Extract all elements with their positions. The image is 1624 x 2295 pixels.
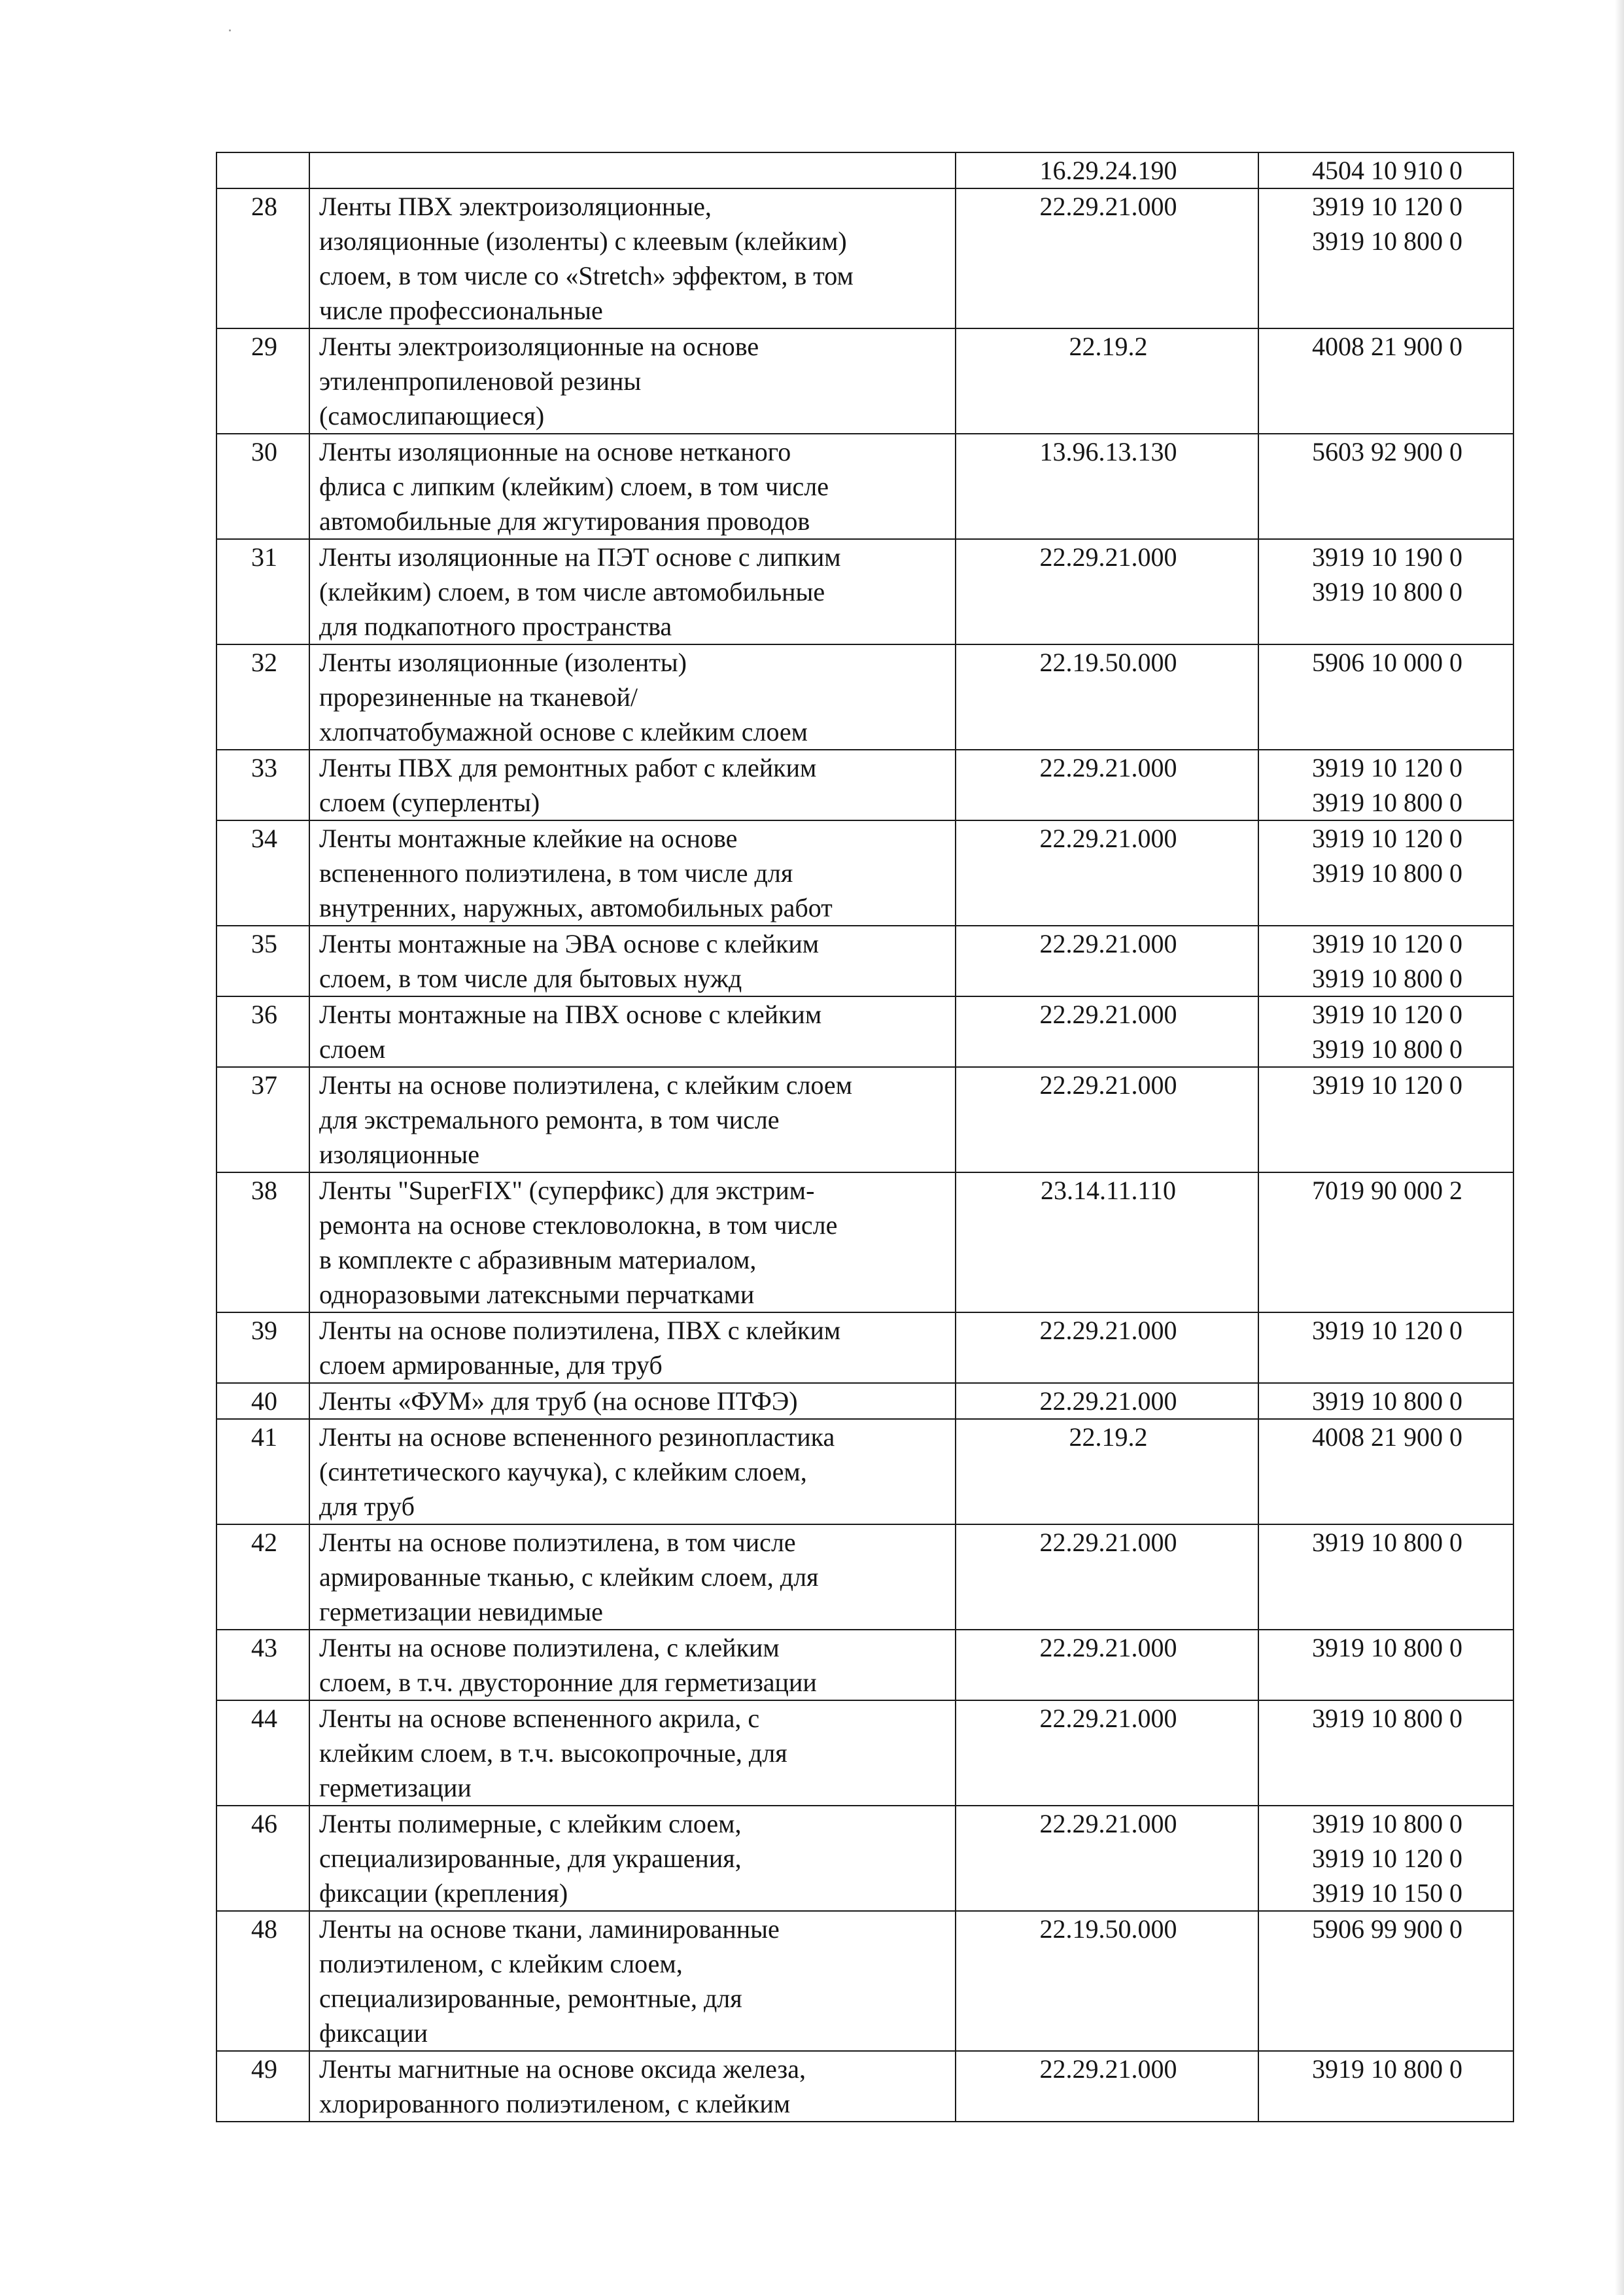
table-row xyxy=(216,188,1513,328)
product-name: Ленты электроизоляционные на основе этиленпропиленовой резины (самослипающиеся) xyxy=(309,328,956,434)
row-number: 39 xyxy=(216,1312,309,1383)
product-name: Ленты "SuperFIX" (суперфикс) для экстрим- ремонта на основе стекловолокна, в том числе в комплекте с абразивным материалом, одноразовыми латексными перчатками xyxy=(309,1172,956,1312)
okpd-code: 22.29.21.000 xyxy=(956,1806,1258,1911)
tnved-code: 3919 10 800 0 xyxy=(1258,1700,1513,1806)
row-number: 38 xyxy=(216,1172,309,1312)
product-name: Ленты на основе вспененного резинопластика (синтетического каучука), с клейким слоем, для труб xyxy=(309,1419,956,1524)
tnved-code: 4008 21 900 0 xyxy=(1258,1419,1513,1524)
table-row xyxy=(216,1312,1513,1383)
tnved-code: 3919 10 120 0 3919 10 800 0 xyxy=(1258,996,1513,1067)
table-row xyxy=(216,820,1513,926)
row-number: 41 xyxy=(216,1419,309,1524)
table-row xyxy=(216,1419,1513,1524)
table-row xyxy=(216,1700,1513,1806)
okpd-code: 22.29.21.000 xyxy=(956,996,1258,1067)
table-row xyxy=(216,926,1513,996)
product-name: Ленты ПВХ для ремонтных работ с клейким слоем (суперленты) xyxy=(309,750,956,820)
row-number: 46 xyxy=(216,1806,309,1911)
okpd-code: 22.29.21.000 xyxy=(956,1524,1258,1630)
product-name: Ленты монтажные на ЭВА основе с клейким слоем, в том числе для бытовых нужд xyxy=(309,926,956,996)
product-name: Ленты на основе полиэтилена, с клейким слоем, в т.ч. двусторонние для герметизации xyxy=(309,1630,956,1700)
okpd-code: 22.19.50.000 xyxy=(956,1911,1258,2051)
okpd-code: 22.29.21.000 xyxy=(956,820,1258,926)
table-row xyxy=(216,2051,1513,2122)
table-row xyxy=(216,1806,1513,1911)
table-row xyxy=(216,1172,1513,1312)
table-row xyxy=(216,1383,1513,1419)
okpd-code: 13.96.13.130 xyxy=(956,434,1258,539)
row-number: 48 xyxy=(216,1911,309,2051)
product-name: Ленты изоляционные на основе нетканого флиса с липким (клейким) слоем, в том числе автомобильные для жгутирования проводов xyxy=(309,434,956,539)
table-row xyxy=(216,434,1513,539)
row-number: 34 xyxy=(216,820,309,926)
okpd-code: 22.19.2 xyxy=(956,328,1258,434)
product-name: Ленты полимерные, с клейким слоем, специализированные, для украшения, фиксации (крепления) xyxy=(309,1806,956,1911)
okpd-code: 22.29.21.000 xyxy=(956,1383,1258,1419)
row-number xyxy=(216,152,309,188)
tnved-code: 3919 10 120 0 3919 10 800 0 xyxy=(1258,188,1513,328)
tnved-code: 3919 10 800 0 xyxy=(1258,1524,1513,1630)
okpd-code: 22.29.21.000 xyxy=(956,539,1258,644)
tnved-code: 3919 10 800 0 xyxy=(1258,1630,1513,1700)
row-number: 28 xyxy=(216,188,309,328)
table-row xyxy=(216,328,1513,434)
table-row xyxy=(216,750,1513,820)
row-number: 33 xyxy=(216,750,309,820)
row-number: 29 xyxy=(216,328,309,434)
okpd-code: 22.29.21.000 xyxy=(956,188,1258,328)
table-row xyxy=(216,539,1513,644)
okpd-code: 22.19.2 xyxy=(956,1419,1258,1524)
product-name: Ленты ПВХ электроизоляционные, изоляционные (изоленты) с клеевым (клейким) слоем, в том числе со «Stretch» эффектом, в том числе профессиональные xyxy=(309,188,956,328)
okpd-code: 22.19.50.000 xyxy=(956,644,1258,750)
product-name: Ленты магнитные на основе оксида железа, хлорированного полиэтиленом, с клейким xyxy=(309,2051,956,2122)
row-number: 31 xyxy=(216,539,309,644)
product-name: Ленты на основе полиэтилена, с клейким слоем для экстремального ремонта, в том числе изоляционные xyxy=(309,1067,956,1172)
row-number: 37 xyxy=(216,1067,309,1172)
product-name: Ленты изоляционные (изоленты) прорезиненные на тканевой/ хлопчатобумажной основе с клейким слоем xyxy=(309,644,956,750)
tnved-code: 7019 90 000 2 xyxy=(1258,1172,1513,1312)
tnved-code: 5603 92 900 0 xyxy=(1258,434,1513,539)
scan-speck xyxy=(229,29,231,31)
tnved-code: 4504 10 910 0 xyxy=(1258,152,1513,188)
okpd-code: 22.29.21.000 xyxy=(956,926,1258,996)
table-row xyxy=(216,1524,1513,1630)
product-name: Ленты на основе полиэтилена, в том числе армированные тканью, с клейким слоем, для герметизации невидимые xyxy=(309,1524,956,1630)
table-row xyxy=(216,1067,1513,1172)
okpd-code: 16.29.24.190 xyxy=(956,152,1258,188)
row-number: 32 xyxy=(216,644,309,750)
row-number: 43 xyxy=(216,1630,309,1700)
tnved-code: 3919 10 120 0 3919 10 800 0 xyxy=(1258,926,1513,996)
table-row xyxy=(216,996,1513,1067)
tnved-code: 5906 10 000 0 xyxy=(1258,644,1513,750)
row-number: 36 xyxy=(216,996,309,1067)
product-name: Ленты монтажные клейкие на основе вспененного полиэтилена, в том числе для внутренних, наружных, автомобильных работ xyxy=(309,820,956,926)
table-row xyxy=(216,1911,1513,2051)
product-name: Ленты изоляционные на ПЭТ основе с липким (клейким) слоем, в том числе автомобильные для подкапотного пространства xyxy=(309,539,956,644)
okpd-code: 23.14.11.110 xyxy=(956,1172,1258,1312)
okpd-code: 22.29.21.000 xyxy=(956,2051,1258,2122)
okpd-code: 22.29.21.000 xyxy=(956,1700,1258,1806)
product-name: Ленты монтажные на ПВХ основе с клейким слоем xyxy=(309,996,956,1067)
okpd-code: 22.29.21.000 xyxy=(956,1630,1258,1700)
row-number: 30 xyxy=(216,434,309,539)
tnved-code: 4008 21 900 0 xyxy=(1258,328,1513,434)
product-name: Ленты «ФУМ» для труб (на основе ПТФЭ) xyxy=(309,1383,956,1419)
tnved-code: 3919 10 190 0 3919 10 800 0 xyxy=(1258,539,1513,644)
tnved-code: 3919 10 120 0 xyxy=(1258,1312,1513,1383)
table-row xyxy=(216,1630,1513,1700)
row-number: 35 xyxy=(216,926,309,996)
okpd-code: 22.29.21.000 xyxy=(956,750,1258,820)
tnved-code: 3919 10 120 0 3919 10 800 0 xyxy=(1258,750,1513,820)
tnved-code: 5906 99 900 0 xyxy=(1258,1911,1513,2051)
product-name: Ленты на основе вспененного акрила, с клейким слоем, в т.ч. высокопрочные, для герметизации xyxy=(309,1700,956,1806)
row-number: 44 xyxy=(216,1700,309,1806)
tnved-code: 3919 10 800 0 3919 10 120 0 3919 10 150 0 xyxy=(1258,1806,1513,1911)
row-number: 49 xyxy=(216,2051,309,2122)
goods-table xyxy=(216,152,1514,2122)
scan-edge-shadow xyxy=(1615,0,1624,2295)
product-name xyxy=(309,152,956,188)
product-name: Ленты на основе полиэтилена, ПВХ с клейким слоем армированные, для труб xyxy=(309,1312,956,1383)
tnved-code: 3919 10 800 0 xyxy=(1258,1383,1513,1419)
product-name: Ленты на основе ткани, ламинированные полиэтиленом, с клейким слоем, специализированные, ремонтные, для фиксации xyxy=(309,1911,956,2051)
okpd-code: 22.29.21.000 xyxy=(956,1312,1258,1383)
tnved-code: 3919 10 120 0 xyxy=(1258,1067,1513,1172)
okpd-code: 22.29.21.000 xyxy=(956,1067,1258,1172)
tnved-code: 3919 10 120 0 3919 10 800 0 xyxy=(1258,820,1513,926)
row-number: 42 xyxy=(216,1524,309,1630)
table-row xyxy=(216,152,1513,188)
tnved-code: 3919 10 800 0 xyxy=(1258,2051,1513,2122)
table-row xyxy=(216,644,1513,750)
row-number: 40 xyxy=(216,1383,309,1419)
